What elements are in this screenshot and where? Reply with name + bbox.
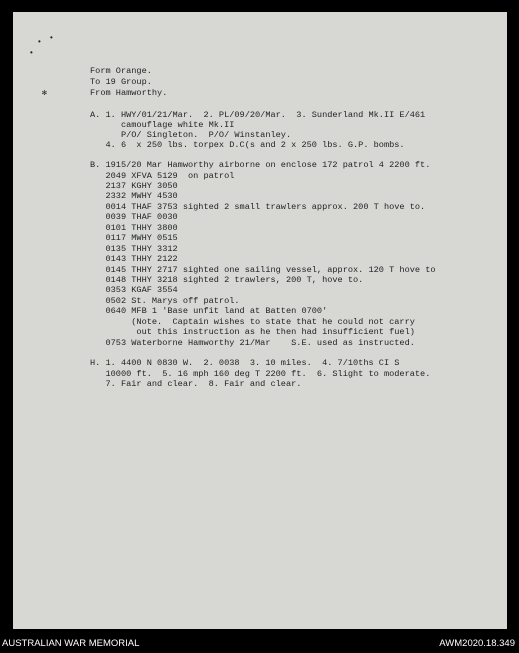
section-b-line: 0353 KGAF 3554	[90, 285, 178, 295]
section-a-line: P/O/ Singleton. P/O/ Winstanley.	[90, 130, 292, 140]
section-h-line: 7. Fair and clear. 8. Fair and clear.	[90, 379, 302, 389]
punch-hole-mark: •	[37, 38, 42, 47]
section-a-line: A. 1. HWY/01/21/Mar. 2. PL/09/20/Mar. 3. Sunderland Mk.II E/461	[90, 110, 426, 120]
section-h-line: H. 1. 4400 N 0830 W. 2. 0038 3. 10 miles. 4. 7/10ths CI S	[90, 358, 400, 368]
typed-report	[13, 12, 507, 629]
archive-footer	[0, 636, 519, 653]
section-b-line: 0640 MFB 1 'Base unfit land at Batten 0700'	[90, 306, 328, 316]
section-b-line: 0117 MWHY 0515	[90, 233, 178, 243]
section-b-line: 0145 THHY 2717 sighted one sailing vessel, approx. 120 T hove to	[90, 265, 436, 275]
section-b-line: out this instruction as he then had insufficient fuel)	[90, 327, 415, 337]
header-line: To 19 Group.	[90, 77, 152, 87]
section-b-line: 0135 THHY 3312	[90, 244, 178, 254]
header-line: Form Orange.	[90, 66, 152, 76]
section-b-line: 0014 THAF 3753 sighted 2 small trawlers approx. 200 T hove to.	[90, 202, 426, 212]
section-b-line: 0502 St. Marys off patrol.	[90, 296, 240, 306]
section-a-line: camouflage white Mk.II	[90, 120, 235, 130]
section-b-line: 0148 THHY 3218 sighted 2 trawlers, 200 T, hove to.	[90, 275, 364, 285]
footer-catalogue-number: AWM2020.18.349	[439, 638, 515, 649]
section-b-line: 0143 THHY 2122	[90, 254, 178, 264]
punch-hole-mark: •	[29, 49, 34, 58]
section-b-line: 2332 MWHY 4530	[90, 191, 178, 201]
document-page	[13, 12, 507, 629]
punch-hole-mark: •	[49, 34, 54, 43]
section-b-line: B. 1915/20 Mar Hamworthy airborne on enclose 172 patrol 4 2200 ft.	[90, 160, 431, 170]
section-b-line: 0101 THHY 3800	[90, 223, 178, 233]
section-b-line: (Note. Captain wishes to state that he could not carry	[90, 317, 415, 327]
footer-institution: AUSTRALIAN WAR MEMORIAL	[2, 638, 140, 649]
section-b-line: 0753 Waterborne Hamworthy 21/Mar S.E. used as instructed.	[90, 338, 415, 348]
section-b-line: 2049 XFVA 5129 on patrol	[90, 171, 235, 181]
section-b-line: 2137 KGHY 3050	[90, 181, 178, 191]
section-b-line: 0039 THAF 0030	[90, 212, 178, 222]
punch-hole-mark: ✻	[42, 89, 47, 98]
section-a-line: 4. 6 x 250 lbs. torpex D.C(s and 2 x 250 lbs. G.P. bombs.	[90, 140, 405, 150]
section-h-line: 10000 ft. 5. 16 mph 160 deg T 2200 ft. 6. Slight to moderate.	[90, 369, 431, 379]
header-line: From Hamworthy.	[90, 88, 168, 98]
